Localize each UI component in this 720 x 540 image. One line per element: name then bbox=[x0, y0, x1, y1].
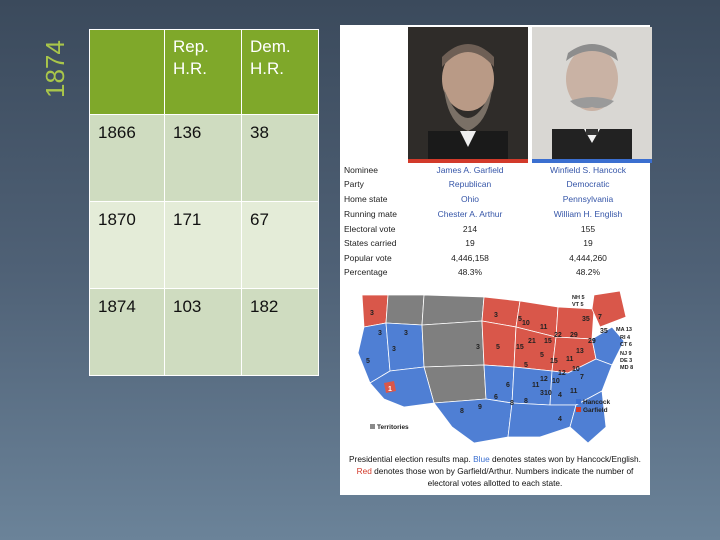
ev-number: 15 bbox=[516, 344, 524, 351]
ev-number: 12 bbox=[540, 376, 548, 383]
ev-number: 10 bbox=[522, 320, 530, 327]
ev-number: 13 bbox=[576, 348, 584, 355]
caption-part2: denotes states won by Hancock/English. bbox=[492, 454, 641, 464]
house-seats-table bbox=[89, 29, 319, 376]
election-infobox-image bbox=[340, 25, 650, 495]
ev-number: 12 bbox=[558, 370, 566, 377]
garfield-value: 4,446,158 bbox=[451, 253, 489, 263]
header-cell-rep: Rep. H.R. bbox=[165, 30, 242, 115]
caption-red-word: Red bbox=[356, 466, 372, 476]
state-label: RI 4 bbox=[620, 335, 631, 341]
info-label: Running mate bbox=[344, 209, 397, 219]
ev-number: 6 bbox=[494, 394, 498, 401]
info-row bbox=[344, 267, 646, 281]
info-row bbox=[344, 238, 646, 252]
table-row bbox=[90, 202, 319, 289]
table-row bbox=[90, 115, 319, 202]
garfield-value: 214 bbox=[462, 224, 478, 234]
info-row bbox=[344, 179, 646, 193]
garfield-value: Republican bbox=[448, 179, 492, 189]
ev-number: 29 bbox=[570, 332, 578, 339]
legend-swatch-hancock bbox=[576, 399, 581, 404]
ev-number: 11 bbox=[532, 382, 540, 389]
ev-number: 3 bbox=[540, 390, 544, 397]
hancock-value: Democratic bbox=[566, 179, 610, 189]
ev-number: 15 bbox=[550, 358, 558, 365]
ev-number: 11 bbox=[566, 356, 574, 363]
ev-number: 5 bbox=[366, 358, 370, 365]
garfield-value: Chester A. Arthur bbox=[437, 209, 503, 219]
ev-number: 3 bbox=[476, 344, 480, 351]
ev-number: 3 bbox=[392, 346, 396, 353]
header-cell-dem: Dem. H.R. bbox=[242, 30, 319, 115]
ev-number: 29 bbox=[588, 338, 596, 345]
garfield-value: Ohio bbox=[461, 194, 479, 204]
info-row bbox=[344, 194, 646, 208]
caption-part3: denotes those won by Garfield/Arthur. Numbers indicate the number of electoral votes allotted to each state. bbox=[374, 466, 634, 488]
info-label: States carried bbox=[344, 238, 397, 248]
hancock-value: 155 bbox=[580, 224, 596, 234]
state-label: VT 5 bbox=[572, 302, 584, 308]
state-label: CT 6 bbox=[620, 342, 632, 348]
info-row bbox=[344, 209, 646, 223]
ev-number: 4 bbox=[558, 392, 562, 399]
legend-label-hancock: Hancock bbox=[583, 399, 611, 406]
year-cell: 1866 bbox=[90, 115, 165, 202]
hancock-value: 48.2% bbox=[575, 267, 601, 277]
info-label: Nominee bbox=[344, 165, 379, 175]
info-label: Popular vote bbox=[344, 253, 392, 263]
caption-blue-word: Blue bbox=[473, 454, 490, 464]
hancock-value: 19 bbox=[583, 238, 593, 248]
rep-cell: 171 bbox=[165, 202, 242, 289]
info-label: Percentage bbox=[344, 267, 388, 277]
info-row bbox=[344, 253, 646, 267]
dem-cell: 67 bbox=[242, 202, 319, 289]
ev-number: 5 bbox=[496, 344, 500, 351]
ev-number: 10 bbox=[572, 366, 580, 373]
dem-cell: 182 bbox=[242, 289, 319, 376]
header-cell-empty bbox=[90, 30, 165, 115]
hancock-value: Pennsylvania bbox=[562, 194, 614, 204]
table-header-row bbox=[90, 30, 319, 115]
rep-cell: 103 bbox=[165, 289, 242, 376]
legend-label-territories: Territories bbox=[377, 424, 409, 431]
info-row bbox=[344, 224, 646, 238]
map-caption bbox=[346, 453, 644, 489]
info-label: Party bbox=[344, 179, 364, 189]
ev-number: 11 bbox=[540, 324, 548, 331]
state-label: DE 3 bbox=[620, 358, 633, 364]
hancock-value: Winfield S. Hancock bbox=[549, 165, 627, 175]
ev-number: 5 bbox=[540, 352, 544, 359]
ev-number: 11 bbox=[570, 388, 578, 395]
electoral-map bbox=[344, 287, 646, 447]
ev-number: 8 bbox=[460, 408, 464, 415]
garfield-value: 48.3% bbox=[457, 267, 483, 277]
slide-title-text: 1874 bbox=[40, 40, 70, 98]
ev-number: 22 bbox=[554, 332, 562, 339]
legend-swatch-garfield bbox=[576, 407, 581, 412]
garfield-value: 19 bbox=[465, 238, 475, 248]
ev-number: 9 bbox=[478, 404, 482, 411]
state-label: MD 8 bbox=[620, 365, 634, 371]
legend-label-garfield: Garfield bbox=[583, 407, 608, 414]
ev-number: 10 bbox=[552, 378, 560, 385]
garfield-value: James A. Garfield bbox=[436, 165, 504, 175]
hancock-value: William H. English bbox=[553, 209, 623, 219]
hancock-portrait bbox=[532, 27, 652, 163]
ev-number: 35 bbox=[582, 316, 590, 323]
ev-number: 35 bbox=[600, 328, 608, 335]
slide-title-vertical bbox=[40, 34, 86, 104]
ev-number: 8 bbox=[510, 400, 514, 407]
state-label: NH 5 bbox=[572, 295, 585, 301]
dem-cell: 38 bbox=[242, 115, 319, 202]
ev-number: 3 bbox=[370, 310, 374, 317]
ev-number: 7 bbox=[598, 314, 602, 321]
rep-cell: 136 bbox=[165, 115, 242, 202]
info-row bbox=[344, 165, 646, 179]
ev-number: 10 bbox=[544, 390, 552, 397]
table-row bbox=[90, 289, 319, 376]
year-cell: 1874 bbox=[90, 289, 165, 376]
info-label: Home state bbox=[344, 194, 388, 204]
ev-number: 5 bbox=[518, 316, 522, 323]
ev-number: 15 bbox=[544, 338, 552, 345]
ev-number: 21 bbox=[528, 338, 536, 345]
ev-number: 8 bbox=[524, 398, 528, 405]
state-label: NJ 9 bbox=[620, 351, 632, 357]
ev-number: 3 bbox=[378, 330, 382, 337]
ev-number: 7 bbox=[580, 374, 584, 381]
ev-number: 5 bbox=[524, 362, 528, 369]
garfield-portrait bbox=[408, 27, 528, 163]
ev-number: 6 bbox=[506, 382, 510, 389]
ev-number: 3 bbox=[494, 312, 498, 319]
state-label: MA 13 bbox=[616, 327, 632, 333]
hancock-value: 4,444,260 bbox=[569, 253, 607, 263]
year-cell: 1870 bbox=[90, 202, 165, 289]
info-label: Electoral vote bbox=[344, 224, 396, 234]
ev-number: 3 bbox=[404, 330, 408, 337]
caption-part1: Presidential election results map. bbox=[349, 454, 471, 464]
ev-number: 1 bbox=[388, 386, 392, 393]
legend-swatch-territories bbox=[370, 424, 375, 429]
ev-number: 4 bbox=[558, 416, 562, 423]
